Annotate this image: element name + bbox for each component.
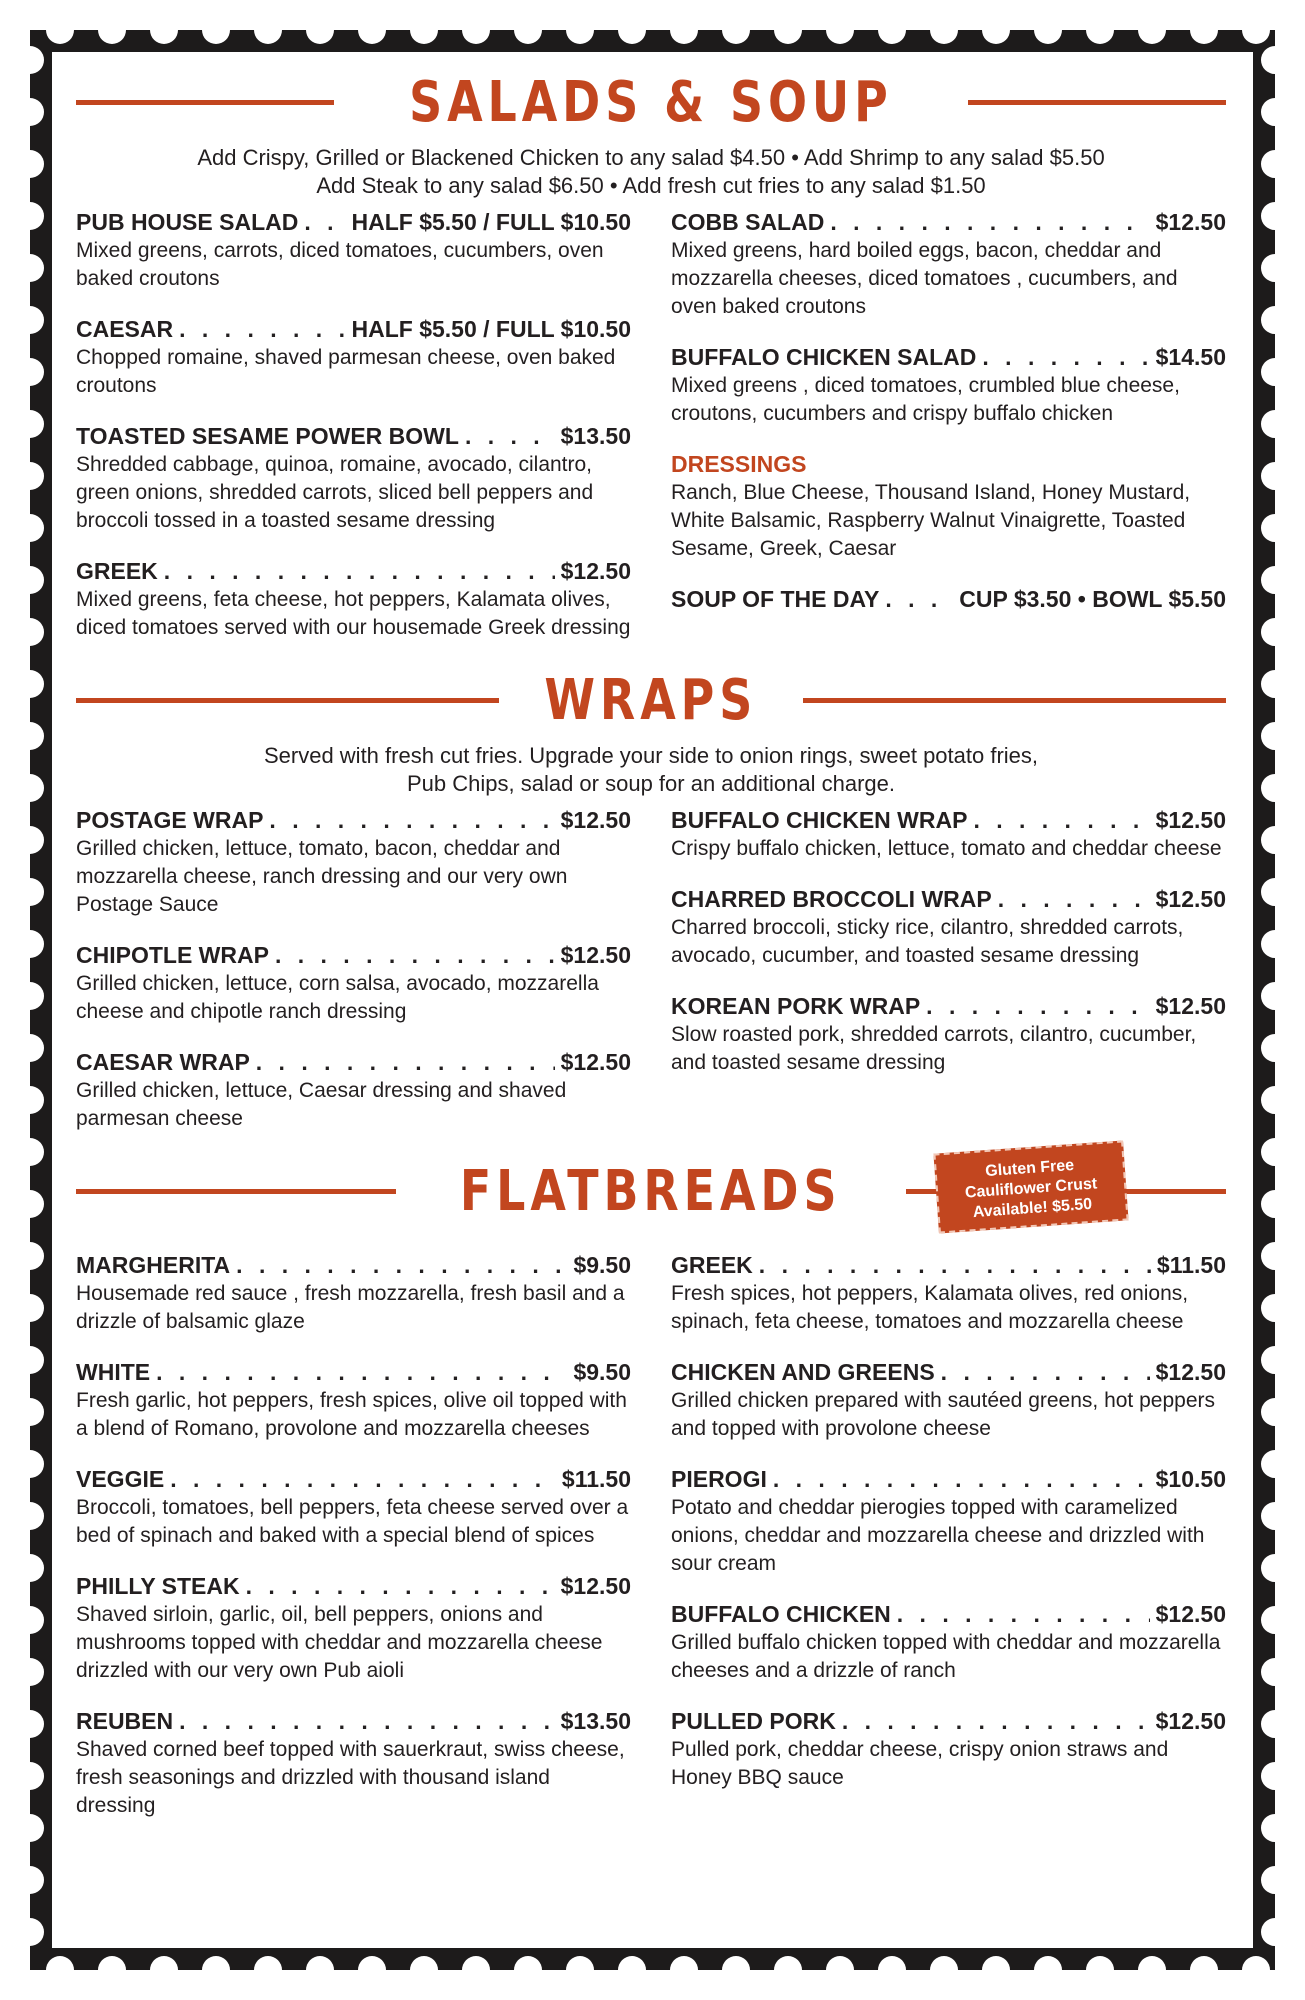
item-description: Grilled chicken prepared with sautéed greens, hot peppers and topped with provolone cheese bbox=[671, 1389, 1215, 1440]
perforation-hole bbox=[1242, 1956, 1270, 1984]
leader-dots bbox=[269, 806, 554, 835]
item-price: $12.50 bbox=[560, 807, 631, 833]
leader-dots bbox=[179, 315, 345, 344]
item-price: $12.50 bbox=[1155, 1708, 1226, 1734]
item-description: Grilled buffalo chicken topped with cheddar and mozzarella cheeses and a drizzle of ranch bbox=[671, 1631, 1221, 1682]
item-price: $12.50 bbox=[1155, 209, 1226, 235]
perforation-hole bbox=[16, 1294, 44, 1322]
perforation-hole bbox=[254, 1956, 282, 1984]
item-name: PIEROGI bbox=[671, 1466, 767, 1492]
perforation-hole bbox=[46, 1956, 74, 1984]
intro-line: Pub Chips, salad or soup for an additional charge. bbox=[407, 771, 895, 796]
wraps-right-column bbox=[671, 806, 1226, 1155]
leader-dots bbox=[179, 1707, 555, 1736]
item-description: Pulled pork, cheddar cheese, crispy onion straws and Honey BBQ sauce bbox=[671, 1738, 1169, 1789]
wraps-section bbox=[76, 660, 1226, 1155]
item-description: Fresh spices, hot peppers, Kalamata olives, red onions, spinach, feta cheese, tomatoes and mozzarella cheese bbox=[671, 1282, 1189, 1333]
perforation-hole bbox=[16, 1346, 44, 1374]
perforation-hole bbox=[774, 1956, 802, 1984]
perforation-hole bbox=[514, 1956, 542, 1984]
perforation-hole bbox=[1261, 1398, 1289, 1426]
perforation-hole bbox=[358, 1956, 386, 1984]
perforation-hole bbox=[16, 254, 44, 282]
menu-item bbox=[76, 1251, 631, 1336]
perforation-hole bbox=[16, 462, 44, 490]
item-price: $11.50 bbox=[1156, 1252, 1226, 1278]
item-price: $12.50 bbox=[560, 1573, 631, 1599]
perforation-hole bbox=[202, 16, 230, 44]
perforation-hole bbox=[16, 1918, 44, 1946]
menu-item bbox=[671, 806, 1226, 863]
menu-item bbox=[671, 1251, 1226, 1336]
perforation-hole bbox=[16, 618, 44, 646]
perforation-hole bbox=[1034, 1956, 1062, 1984]
perforation-hole bbox=[16, 1866, 44, 1894]
leader-dots bbox=[759, 1251, 1151, 1280]
perforation-hole bbox=[982, 16, 1010, 44]
heading-rule-left bbox=[76, 100, 334, 105]
perforation-hole bbox=[16, 358, 44, 386]
item-description: Mixed greens, carrots, diced tomatoes, cucumbers, oven baked croutons bbox=[76, 239, 604, 290]
item-price: HALF $5.50 / FULL $10.50 bbox=[351, 209, 631, 235]
leader-dots bbox=[156, 1358, 567, 1387]
menu-item bbox=[671, 992, 1226, 1077]
perforation-hole bbox=[410, 1956, 438, 1984]
perforation-hole bbox=[16, 202, 44, 230]
perforation-hole bbox=[1261, 514, 1289, 542]
section-title: FLATBREADS bbox=[460, 1158, 842, 1224]
flatbreads-section bbox=[76, 1151, 1226, 1842]
perforation-hole bbox=[16, 1450, 44, 1478]
perforation-hole bbox=[1261, 462, 1289, 490]
item-name: PUB HOUSE SALAD bbox=[76, 209, 299, 235]
perforation-hole bbox=[1261, 202, 1289, 230]
wraps-heading bbox=[76, 660, 1226, 740]
salads-intro bbox=[76, 144, 1226, 200]
leader-dots bbox=[926, 992, 1149, 1021]
perforation-hole bbox=[1138, 1956, 1166, 1984]
perforation-hole bbox=[1261, 1918, 1289, 1946]
perforation-hole bbox=[930, 16, 958, 44]
perforation-hole bbox=[1034, 16, 1062, 44]
menu-item bbox=[671, 1707, 1226, 1792]
perforation-hole bbox=[16, 46, 44, 74]
perforation-hole bbox=[1261, 982, 1289, 1010]
leader-dots bbox=[164, 557, 555, 586]
item-name: BUFFALO CHICKEN WRAP bbox=[671, 807, 968, 833]
item-name: GREEK bbox=[671, 1252, 753, 1278]
perforation-hole bbox=[150, 16, 178, 44]
perforation-hole bbox=[1261, 1866, 1289, 1894]
perforation-hole bbox=[16, 982, 44, 1010]
perforation-hole bbox=[670, 16, 698, 44]
item-description: Shaved sirloin, garlic, oil, bell peppers, onions and mushrooms topped with cheddar and mozzarella cheese drizzled with our very own Pub aioli bbox=[76, 1603, 603, 1682]
item-price: $12.50 bbox=[1155, 807, 1226, 833]
perforation-hole bbox=[1190, 1956, 1218, 1984]
perforation-hole bbox=[1261, 1086, 1289, 1114]
item-price: $12.50 bbox=[560, 1049, 631, 1075]
item-price: $12.50 bbox=[1155, 886, 1226, 912]
perforation-hole bbox=[306, 16, 334, 44]
perforation-hole bbox=[618, 16, 646, 44]
perforation-hole bbox=[670, 1956, 698, 1984]
menu-item bbox=[671, 208, 1226, 321]
flatbreads-left-column bbox=[76, 1251, 631, 1842]
item-name: COBB SALAD bbox=[671, 209, 825, 235]
perforation-hole bbox=[878, 16, 906, 44]
perforation-hole bbox=[1242, 16, 1270, 44]
perforation-hole bbox=[16, 1086, 44, 1114]
leader-dots bbox=[246, 1572, 555, 1601]
dressings-list: Ranch, Blue Cheese, Thousand Island, Honey Mustard, White Balsamic, Raspberry Walnut Vinaigrette, Toasted Sesame, Greek, Caesar bbox=[671, 481, 1191, 560]
perforation-hole bbox=[826, 1956, 854, 1984]
item-price: $12.50 bbox=[1155, 1601, 1226, 1627]
perforation-hole bbox=[930, 1956, 958, 1984]
item-price: $11.50 bbox=[561, 1466, 631, 1492]
perforation-hole bbox=[16, 930, 44, 958]
menu-item bbox=[76, 806, 631, 919]
perforation-hole bbox=[514, 16, 542, 44]
perforation-hole bbox=[982, 1956, 1010, 1984]
perforation-hole bbox=[722, 16, 750, 44]
perforation-hole bbox=[306, 1956, 334, 1984]
perforation-hole bbox=[16, 1710, 44, 1738]
perforation-hole bbox=[462, 1956, 490, 1984]
item-description: Grilled chicken, lettuce, tomato, bacon, cheddar and mozzarella cheese, ranch dressing and our very own Postage Sauce bbox=[76, 837, 568, 916]
badge-line: Cauliflower Crust bbox=[964, 1175, 1098, 1202]
perforation-hole bbox=[16, 670, 44, 698]
perforation-hole bbox=[1261, 930, 1289, 958]
perforation-hole bbox=[16, 1398, 44, 1426]
item-name: CAESAR WRAP bbox=[76, 1049, 250, 1075]
soup-item bbox=[671, 585, 1226, 614]
perforation-hole bbox=[1261, 1190, 1289, 1218]
perforation-hole bbox=[826, 16, 854, 44]
perforation-hole bbox=[1086, 1956, 1114, 1984]
menu-item bbox=[76, 1465, 631, 1550]
item-name: WHITE bbox=[76, 1359, 151, 1385]
heading-rule-left bbox=[76, 1189, 396, 1194]
perforation-hole bbox=[1261, 1554, 1289, 1582]
perforation-hole bbox=[98, 16, 126, 44]
perforation-hole bbox=[16, 1606, 44, 1634]
item-name: BUFFALO CHICKEN SALAD bbox=[671, 344, 977, 370]
perforation-hole bbox=[16, 1190, 44, 1218]
perforation-hole bbox=[1261, 618, 1289, 646]
perforation-hole bbox=[16, 306, 44, 334]
flatbreads-right-column bbox=[671, 1251, 1226, 1842]
item-name: BUFFALO CHICKEN bbox=[671, 1601, 891, 1627]
perforation-hole bbox=[1261, 46, 1289, 74]
dressings-block bbox=[671, 450, 1226, 563]
menu-item bbox=[76, 315, 631, 400]
perforation-hole bbox=[1261, 1034, 1289, 1062]
item-price: HALF $5.50 / FULL $10.50 bbox=[351, 316, 631, 342]
perforation-hole bbox=[16, 1814, 44, 1842]
wraps-left-column bbox=[76, 806, 631, 1155]
item-name: SOUP OF THE DAY bbox=[671, 586, 880, 612]
menu-item bbox=[671, 885, 1226, 970]
perforation-hole bbox=[1261, 1138, 1289, 1166]
perforation-hole bbox=[16, 1242, 44, 1270]
perforation-hole bbox=[1261, 150, 1289, 178]
leader-dots bbox=[897, 1600, 1150, 1629]
menu-item bbox=[76, 1707, 631, 1820]
item-description: Grilled chicken, lettuce, Caesar dressing and shaved parmesan cheese bbox=[76, 1079, 567, 1130]
perforation-hole bbox=[566, 1956, 594, 1984]
perforation-hole bbox=[16, 722, 44, 750]
item-price: $14.50 bbox=[1155, 344, 1226, 370]
perforation-hole bbox=[16, 1034, 44, 1062]
item-name: POSTAGE WRAP bbox=[76, 807, 264, 833]
menu-item bbox=[76, 557, 631, 642]
item-price: $9.50 bbox=[573, 1359, 631, 1385]
leader-dots bbox=[885, 585, 953, 614]
item-description: Grilled chicken, lettuce, corn salsa, avocado, mozzarella cheese and chipotle ranch dressing bbox=[76, 972, 599, 1023]
perforation-hole bbox=[16, 514, 44, 542]
leader-dots bbox=[236, 1251, 567, 1280]
item-name: PULLED PORK bbox=[671, 1708, 836, 1734]
menu-item bbox=[671, 1358, 1226, 1443]
perforation-hole bbox=[1261, 98, 1289, 126]
leader-dots bbox=[170, 1465, 556, 1494]
intro-line: Add Crispy, Grilled or Blackened Chicken to any salad $4.50 • Add Shrimp to any salad $5.50 bbox=[197, 145, 1105, 170]
item-description: Mixed greens , diced tomatoes, crumbled blue cheese, croutons, cucumbers and crispy buffalo chicken bbox=[671, 374, 1180, 425]
salads-soup-section bbox=[76, 62, 1226, 664]
perforation-hole bbox=[1261, 1502, 1289, 1530]
item-name: REUBEN bbox=[76, 1708, 174, 1734]
perforation-hole bbox=[1261, 1658, 1289, 1686]
perforation-hole bbox=[16, 410, 44, 438]
perforation-hole bbox=[150, 1956, 178, 1984]
perforation-hole bbox=[878, 1956, 906, 1984]
leader-dots bbox=[982, 343, 1149, 372]
item-description: Shredded cabbage, quinoa, romaine, avocado, cilantro, green onions, shredded carrots, sliced bell peppers and broccoli tossed in a toasted sesame dressing bbox=[76, 453, 594, 532]
item-name: GREEK bbox=[76, 558, 158, 584]
wraps-intro bbox=[76, 742, 1226, 798]
perforation-hole bbox=[1261, 1450, 1289, 1478]
item-price: $13.50 bbox=[560, 1708, 631, 1734]
item-name: CHARRED BROCCOLI WRAP bbox=[671, 886, 992, 912]
badge-line: Gluten Free bbox=[984, 1156, 1075, 1181]
gluten-free-badge bbox=[933, 1140, 1128, 1233]
perforation-hole bbox=[1261, 306, 1289, 334]
item-price: $12.50 bbox=[1155, 993, 1226, 1019]
perforation-hole bbox=[1261, 566, 1289, 594]
leader-dots bbox=[941, 1358, 1150, 1387]
perforation-hole bbox=[358, 16, 386, 44]
perforation-hole bbox=[1138, 16, 1166, 44]
perforation-hole bbox=[1261, 826, 1289, 854]
perforation-hole bbox=[1086, 16, 1114, 44]
item-description: Mixed greens, hard boiled eggs, bacon, cheddar and mozzarella cheeses, diced tomatoes , cucumbers, and oven baked croutons bbox=[671, 239, 1178, 318]
item-description: Charred broccoli, sticky rice, cilantro, shredded carrots, avocado, cucumber, and toasted sesame dressing bbox=[671, 916, 1184, 967]
perforation-hole bbox=[16, 150, 44, 178]
item-description: Crispy buffalo chicken, lettuce, tomato and cheddar cheese bbox=[671, 837, 1222, 860]
perforation-hole bbox=[1261, 254, 1289, 282]
item-name: CHIPOTLE WRAP bbox=[76, 942, 269, 968]
perforation-hole bbox=[462, 16, 490, 44]
perforation-hole bbox=[1261, 1606, 1289, 1634]
section-title: SALADS & SOUP bbox=[409, 69, 893, 135]
perforation-hole bbox=[16, 1502, 44, 1530]
badge-line: Available! $5.50 bbox=[972, 1195, 1093, 1222]
item-name: CAESAR bbox=[76, 316, 174, 342]
perforation-hole bbox=[1261, 1294, 1289, 1322]
perforation-hole bbox=[16, 566, 44, 594]
item-name: TOASTED SESAME POWER BOWL bbox=[76, 423, 459, 449]
perforation-hole bbox=[618, 1956, 646, 1984]
perforation-hole bbox=[1261, 722, 1289, 750]
leader-dots bbox=[998, 885, 1150, 914]
item-description: Mixed greens, feta cheese, hot peppers, Kalamata olives, diced tomatoes served with our housemade Greek dressing bbox=[76, 588, 631, 639]
menu-item bbox=[76, 208, 631, 293]
perforation-hole bbox=[16, 1658, 44, 1686]
perforation-hole bbox=[1261, 1814, 1289, 1842]
perforation-hole bbox=[16, 878, 44, 906]
perforation-hole bbox=[1261, 878, 1289, 906]
menu-item bbox=[76, 941, 631, 1026]
leader-dots bbox=[773, 1465, 1150, 1494]
leader-dots bbox=[973, 806, 1149, 835]
perforation-hole bbox=[16, 826, 44, 854]
intro-line: Add Steak to any salad $6.50 • Add fresh cut fries to any salad $1.50 bbox=[316, 173, 986, 198]
perforation-hole bbox=[46, 16, 74, 44]
menu-item bbox=[76, 1572, 631, 1685]
perforation-hole bbox=[1261, 670, 1289, 698]
heading-rule-right bbox=[968, 100, 1226, 105]
perforation-hole bbox=[98, 1956, 126, 1984]
leader-dots bbox=[830, 208, 1149, 237]
item-name: VEGGIE bbox=[76, 1466, 165, 1492]
item-name: CHICKEN AND GREENS bbox=[671, 1359, 935, 1385]
perforation-hole bbox=[202, 1956, 230, 1984]
item-description: Shaved corned beef topped with sauerkraut, swiss cheese, fresh seasonings and drizzled with thousand island dressing bbox=[76, 1738, 625, 1817]
leader-dots bbox=[465, 422, 555, 451]
item-description: Housemade red sauce , fresh mozzarella, fresh basil and a drizzle of balsamic glaze bbox=[76, 1282, 625, 1333]
perforation-hole bbox=[1261, 1710, 1289, 1738]
item-name: MARGHERITA bbox=[76, 1252, 231, 1278]
perforation-hole bbox=[1261, 774, 1289, 802]
menu-item bbox=[76, 1358, 631, 1443]
perforation-hole bbox=[1261, 1242, 1289, 1270]
perforation-hole bbox=[774, 16, 802, 44]
heading-rule-left bbox=[76, 698, 499, 703]
item-price: $10.50 bbox=[1155, 1466, 1226, 1492]
item-description: Slow roasted pork, shredded carrots, cilantro, cucumber, and toasted sesame dressing bbox=[671, 1023, 1197, 1074]
perforation-hole bbox=[16, 98, 44, 126]
item-price: $12.50 bbox=[560, 558, 631, 584]
menu-item bbox=[76, 1048, 631, 1133]
perforation-hole bbox=[722, 1956, 750, 1984]
menu-item bbox=[671, 1465, 1226, 1578]
perforation-hole bbox=[566, 16, 594, 44]
perforation-hole bbox=[16, 1138, 44, 1166]
item-price: $12.50 bbox=[1155, 1359, 1226, 1385]
menu-item bbox=[671, 343, 1226, 428]
salads-heading bbox=[76, 62, 1226, 142]
item-description: Potato and cheddar pierogies topped with caramelized onions, cheddar and mozzarella cheese and drizzled with sour cream bbox=[671, 1496, 1205, 1575]
leader-dots bbox=[275, 941, 555, 970]
item-description: Fresh garlic, hot peppers, fresh spices, olive oil topped with a blend of Romano, provolone and mozzarella cheeses bbox=[76, 1389, 627, 1440]
leader-dots bbox=[256, 1048, 555, 1077]
perforation-hole bbox=[1190, 16, 1218, 44]
item-name: PHILLY STEAK bbox=[76, 1573, 240, 1599]
perforation-hole bbox=[1261, 1346, 1289, 1374]
item-price: $12.50 bbox=[560, 942, 631, 968]
heading-rule-right bbox=[803, 698, 1226, 703]
item-price: $9.50 bbox=[573, 1252, 631, 1278]
item-price: CUP $3.50 • BOWL $5.50 bbox=[959, 586, 1226, 612]
menu-item bbox=[76, 422, 631, 535]
perforation-hole bbox=[16, 1762, 44, 1790]
perforation-hole bbox=[410, 16, 438, 44]
perforation-hole bbox=[1261, 410, 1289, 438]
leader-dots bbox=[842, 1707, 1150, 1736]
item-description: Chopped romaine, shaved parmesan cheese, oven baked croutons bbox=[76, 346, 616, 397]
dressings-title: DRESSINGS bbox=[671, 451, 807, 477]
item-price: $13.50 bbox=[560, 423, 631, 449]
perforation-hole bbox=[16, 774, 44, 802]
item-name: KOREAN PORK WRAP bbox=[671, 993, 921, 1019]
perforation-hole bbox=[254, 16, 282, 44]
leader-dots bbox=[304, 208, 345, 237]
menu-item bbox=[671, 1600, 1226, 1685]
intro-line: Served with fresh cut fries. Upgrade your side to onion rings, sweet potato fries, bbox=[263, 743, 1039, 768]
salads-right-column bbox=[671, 208, 1226, 664]
section-title: WRAPS bbox=[544, 667, 758, 733]
perforation-hole bbox=[16, 1554, 44, 1582]
perforation-hole bbox=[1261, 358, 1289, 386]
salads-left-column bbox=[76, 208, 631, 664]
perforation-hole bbox=[1261, 1762, 1289, 1790]
item-description: Broccoli, tomatoes, bell peppers, feta cheese served over a bed of spinach and baked with a special blend of spices bbox=[76, 1496, 629, 1547]
menu-content bbox=[76, 62, 1226, 1842]
